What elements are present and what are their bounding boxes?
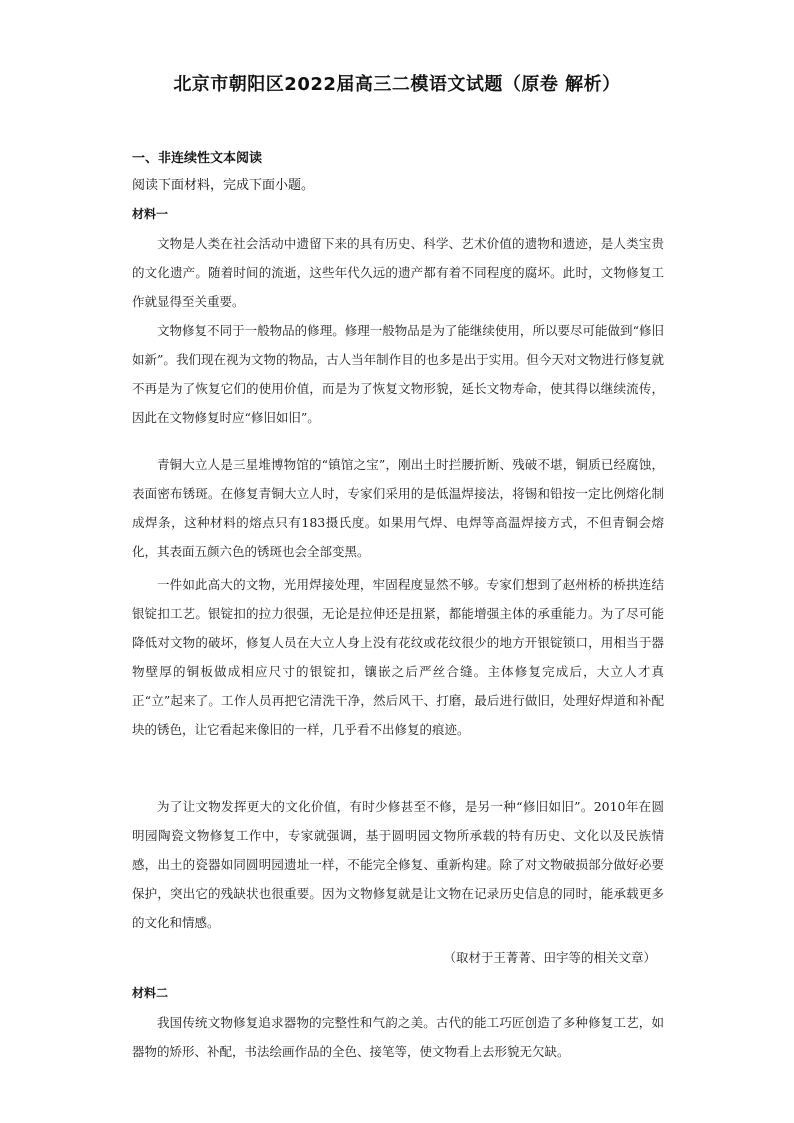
material-one-paragraph-2: 文物修复不同于一般物品的修理。修理一般物品是为了能继续使用，所以要尽可能做到“修旧如新”。我们现在视为文物的物品，古人当年制作目的也多是出于实用。但今天对文物进行修复就不再是为了恢复它们的使用价值，而是为了恢复文物形貌，延长文物寿命，使其得以继续流传，因此在文物修复时应“修旧如旧”。	[132, 323, 664, 425]
material-two-paragraph-1: 我国传统文物修复追求器物的完整性和气韵之美。古代的能工巧匠创造了多种修复工艺，如器物的矫形、补配，书法绘画作品的全色、接笔等，使文物看上去形貌无欠缺。	[132, 1015, 664, 1059]
material-one-paragraph-3: 青铜大立人是三星堆博物馆的“镇馆之宝”，刚出土时拦腰折断、残破不堪，铜质已经腐蚀，表面密布锈斑。在修复青铜大立人时，专家们采用的是低温焊接法，将锡和铅按一定比例熔化制成焊条，这种材料的熔点只有183摄氏度。如果用气焊、电焊等高温焊接方式，不但青铜会熔化，其表面五颜六色的锈斑也会全部变黑。	[132, 457, 664, 559]
material-one-paragraph-5: 为了让文物发挥更大的文化价值，有时少修甚至不修，是另一种“修旧如旧”。2010年在圆明园陶瓷文物修复工作中，专家就强调，基于圆明园文物所承载的特有历史、文化以及民族情感，出土的瓷器如同圆明园遗址一样，不能完全修复、重新构建。除了对文物破损部分做好必要保护，突出它的残缺状也很重要。因为文物修复就是让文物在记录历史信息的同时，能承载更多的文化和情感。	[132, 799, 664, 930]
material-one-label: 材料一	[132, 207, 169, 221]
material-one-paragraph-1: 文物是人类在社会活动中遗留下来的具有历史、科学、艺术价值的遗物和遗迹，是人类宝贵的文化遗产。随着时间的流逝，这些年代久远的遗产都有着不同程度的腐坏。此时，文物修复工作就显得至关重要。	[132, 236, 664, 309]
document-title: 北京市朝阳区2022届高三二模语文试题（原卷 解析）	[173, 74, 621, 95]
reading-instruction: 阅读下面材料，完成下面小题。	[132, 178, 315, 193]
material-one-paragraph-4: 一件如此高大的文物，光用焊接处理，牢固程度显然不够。专家们想到了赵州桥的桥拱连结银锭扣工艺。银锭扣的拉力很强，无论是拉伸还是扭紧，都能增强主体的承重能力。为了尽可能降低对文物的破坏，修复人员在大立人身上没有花纹或花纹很少的地方开银锭锁口，用相当于器物壁厚的铜板做成相应尺寸的银锭扣，镶嵌之后严丝合缝。主体修复完成后，大立人才真正“立”起来了。工作人员再把它清洗干净，然后风干、打磨，最后进行做旧，处理好焊道和补配块的锈色，让它看起来像旧的一样，几乎看不出修复的痕迹。	[132, 577, 664, 737]
section-heading: 一、非连续性文本阅读	[132, 151, 263, 166]
material-two-label: 材料二	[132, 986, 169, 1000]
material-one-source: （取材于王菁菁、田宇等的相关文章）	[443, 950, 656, 965]
